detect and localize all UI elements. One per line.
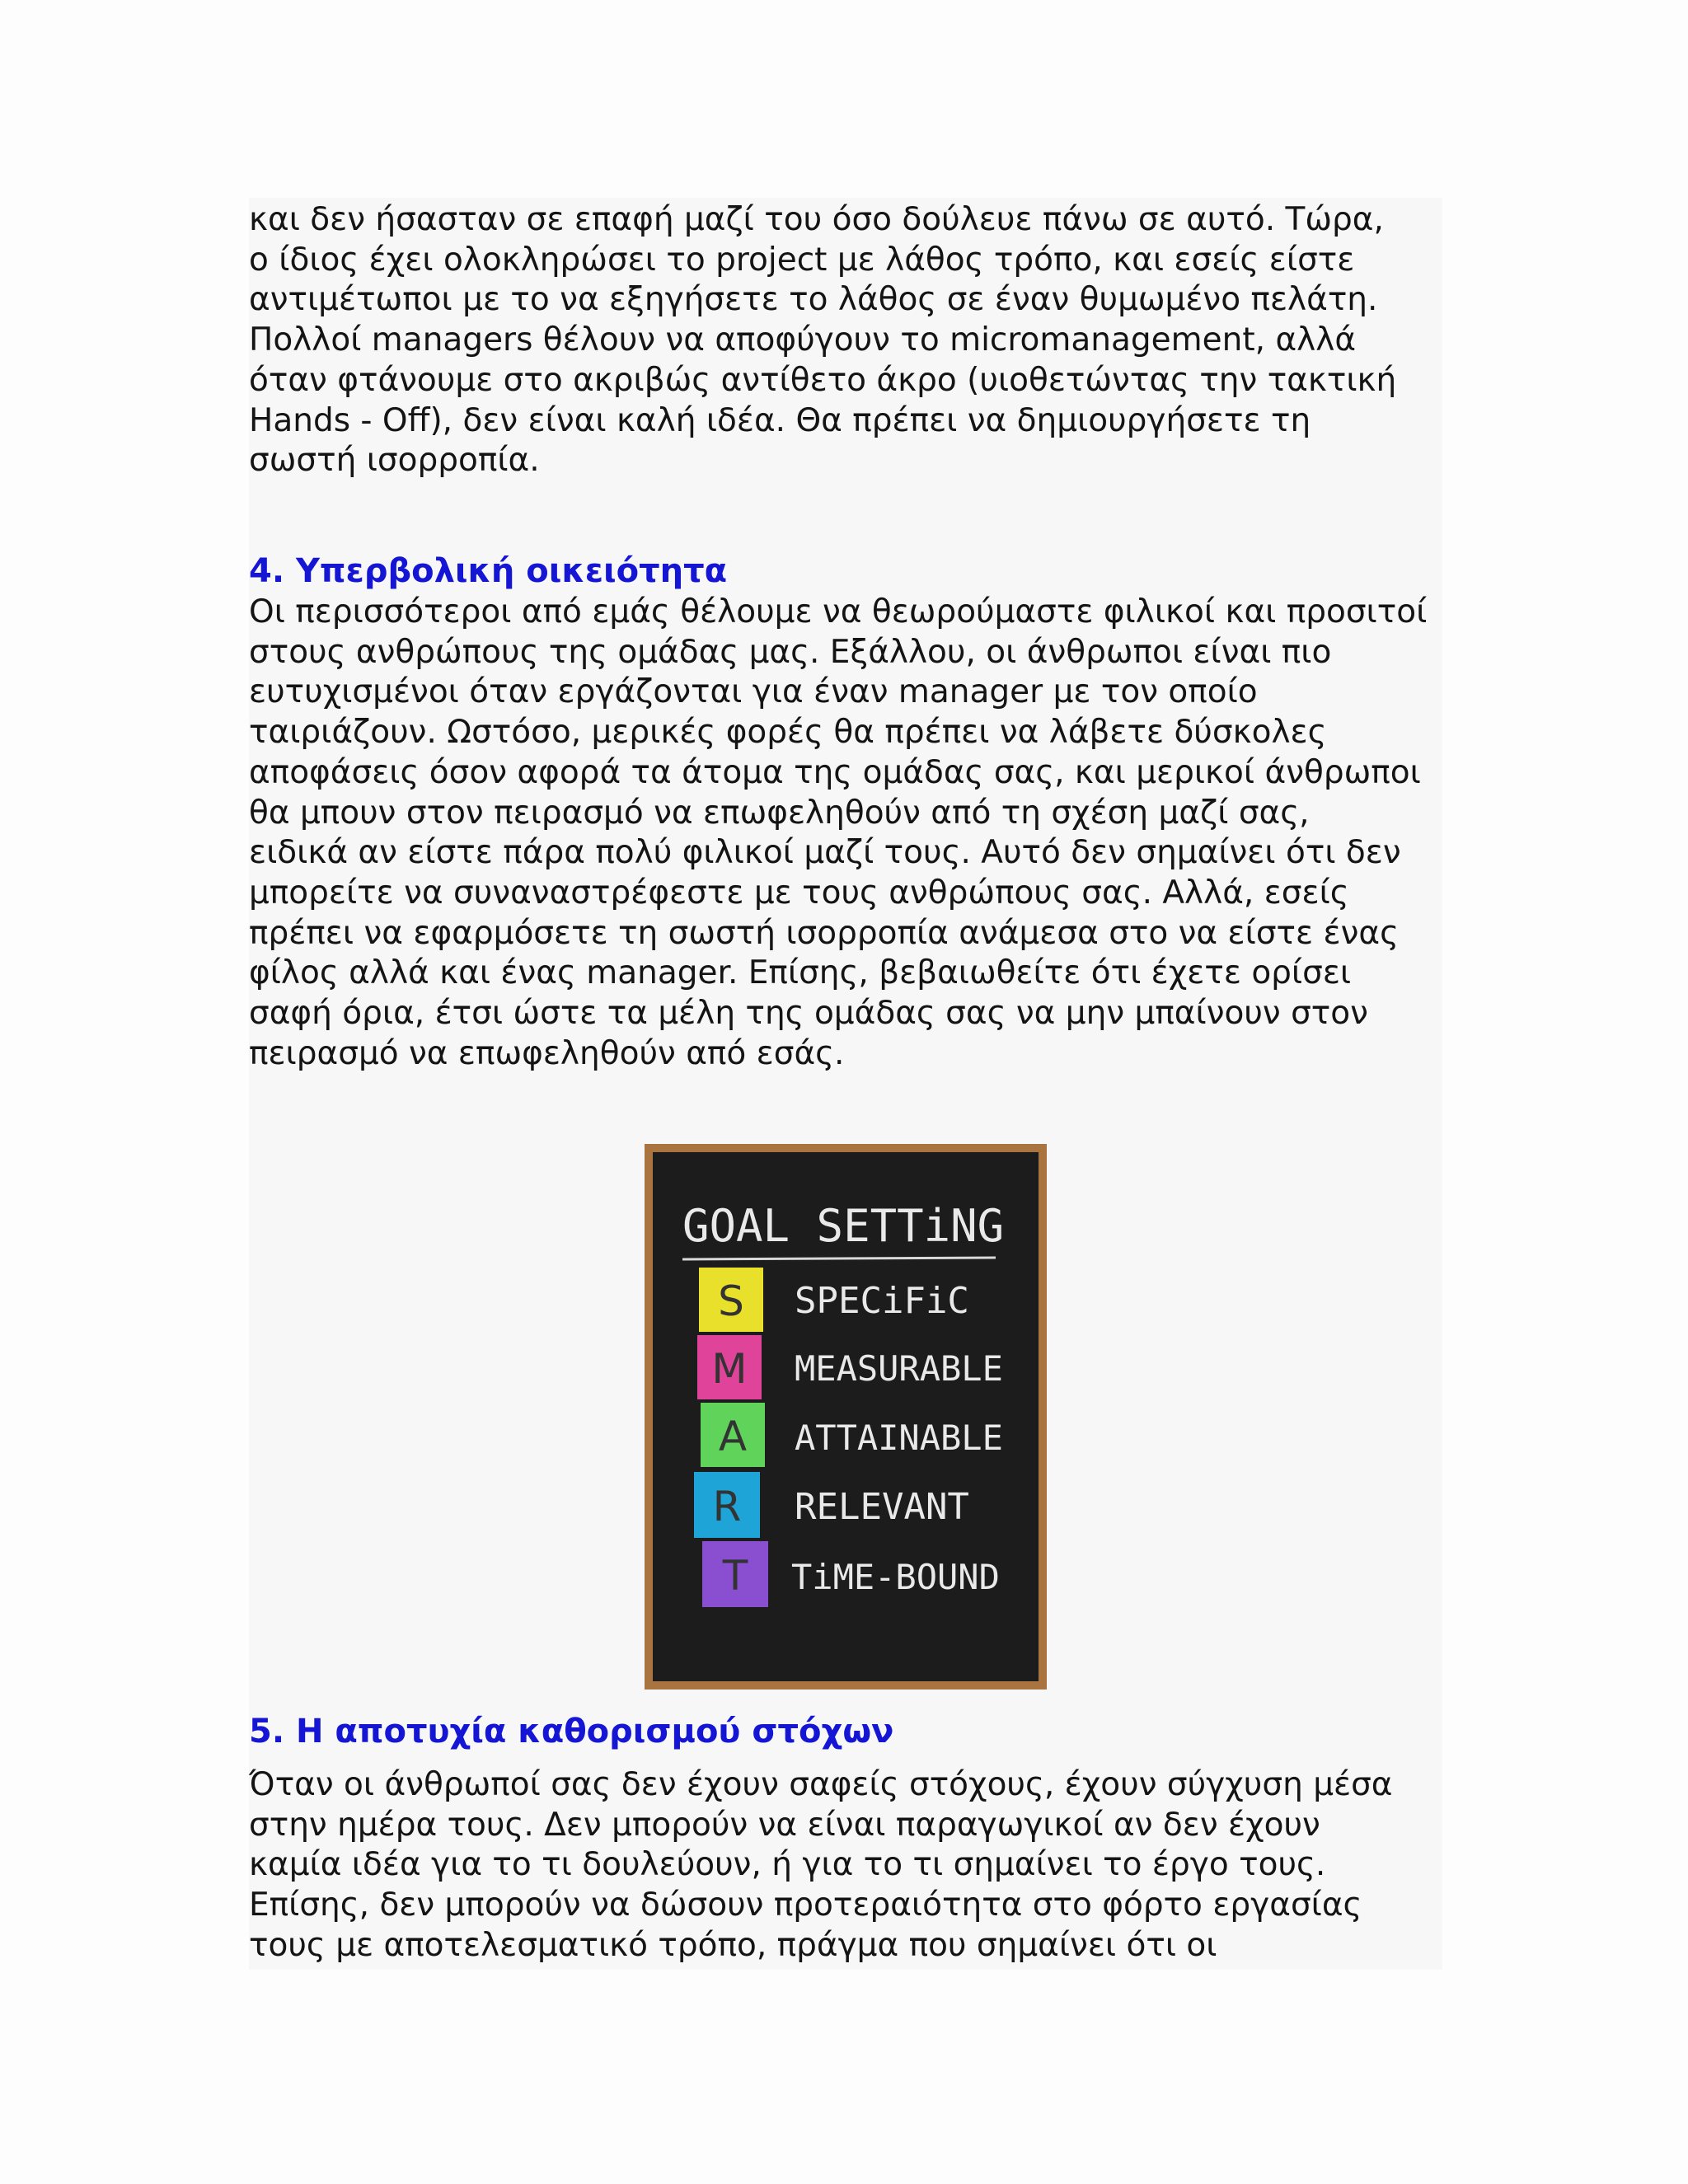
paragraph-micromanagement: και δεν ήσασταν σε επαφή μαζί του όσο δούλευε πάνω σε αυτό. Τώρα, ο ίδιος έχει ολοκληρώσει το project με λάθος τρόπο, και εσείς είστε αντιμέτωποι με το να εξηγήσετε το λάθος σε έναν θυμωμένο πελάτη. Πολλοί managers θέλουν να αποφύγουν το micromanagement, αλλά όταν φτάνουμε στο ακριβώς αντίθετο άκρο (υιοθετώντας την τακτική Hands - Off), δεν είναι καλή ιδέα. Θα πρέπει να δημιουργήσετε τη σωστή ισορροπία. [249, 201, 1397, 480]
note-letter-r: R [712, 1483, 742, 1530]
note-letter-m: M [711, 1345, 748, 1393]
chalkboard-illustration [645, 1144, 1047, 1690]
heading-excessive-familiarity: 4. Υπερβολική οικειότητα [249, 552, 728, 590]
goal-setting-image [645, 1144, 1047, 1690]
paragraph-goals: Όταν οι άνθρωποί σας δεν έχουν σαφείς στόχους, έχουν σύγχυση μέσα στην ημέρα τους. Δεν μπορούν να είναι παραγωγικοί αν δεν έχουν καμία ιδέα για το τι δουλεύουν, ή για το τι σημαίνει το έργο τους. Επίσης, δεν μπορούν να δώσουν προτεραιότητα στο φόρτο εργασίας τους με αποτελεσματικό τρόπο, πράγμα που σημαίνει ότι οι [249, 1766, 1393, 1964]
heading-goal-setting-failure: 5. Η αποτυχία καθορισμού στόχων [249, 1713, 894, 1750]
word-measurable: MEASURABLE [795, 1348, 1003, 1389]
word-relevant: RELEVANT [795, 1486, 969, 1528]
word-specific: SPECiFiC [795, 1280, 969, 1322]
word-time-bound: TiME-BOUND [791, 1557, 1000, 1597]
board-title: GOAL SETTiNG [682, 1200, 1005, 1252]
note-letter-s: S [718, 1277, 744, 1325]
note-letter-t: T [722, 1552, 748, 1600]
title-underline [682, 1258, 996, 1259]
paragraph-familiarity: Οι περισσότεροι από εμάς θέλουμε να θεωρούμαστε φιλικοί και προσιτοί στους ανθρώπους της ομάδας μας. Εξάλλου, οι άνθρωποι είναι πιο ευτυχισμένοι όταν εργάζονται για έναν manager με τον οποίο ταιριάζουν. Ωστόσο, μερικές φορές θα πρέπει να λάβετε δύσκολες αποφάσεις όσον αφορά τα άτομα της ομάδας σας, και μερικοί άνθρωποι θα μπουν στον πειρασμό να επωφεληθούν από τη σχέση μαζί σας, ειδικά αν είστε πάρα πολύ φιλικοί μαζί τους. Αυτό δεν σημαίνει ότι δεν μπορείτε να συναναστρέφεστε με τους ανθρώπους σας. Αλλά, εσείς πρέπει να εφαρμόσετε τη σωστή ισορροπία ανάμεσα στο να είστε ένας φίλος αλλά και ένας manager. Επίσης, βεβαιωθείτε ότι έχετε ορίσει σαφή όρια, έτσι ώστε τα μέλη της ομάδας σας να μην μπαίνουν στον πειρασμό να επωφεληθούν από εσάς. [249, 593, 1428, 1072]
word-attainable: ATTAINABLE [795, 1418, 1003, 1458]
note-letter-a: A [718, 1413, 748, 1460]
